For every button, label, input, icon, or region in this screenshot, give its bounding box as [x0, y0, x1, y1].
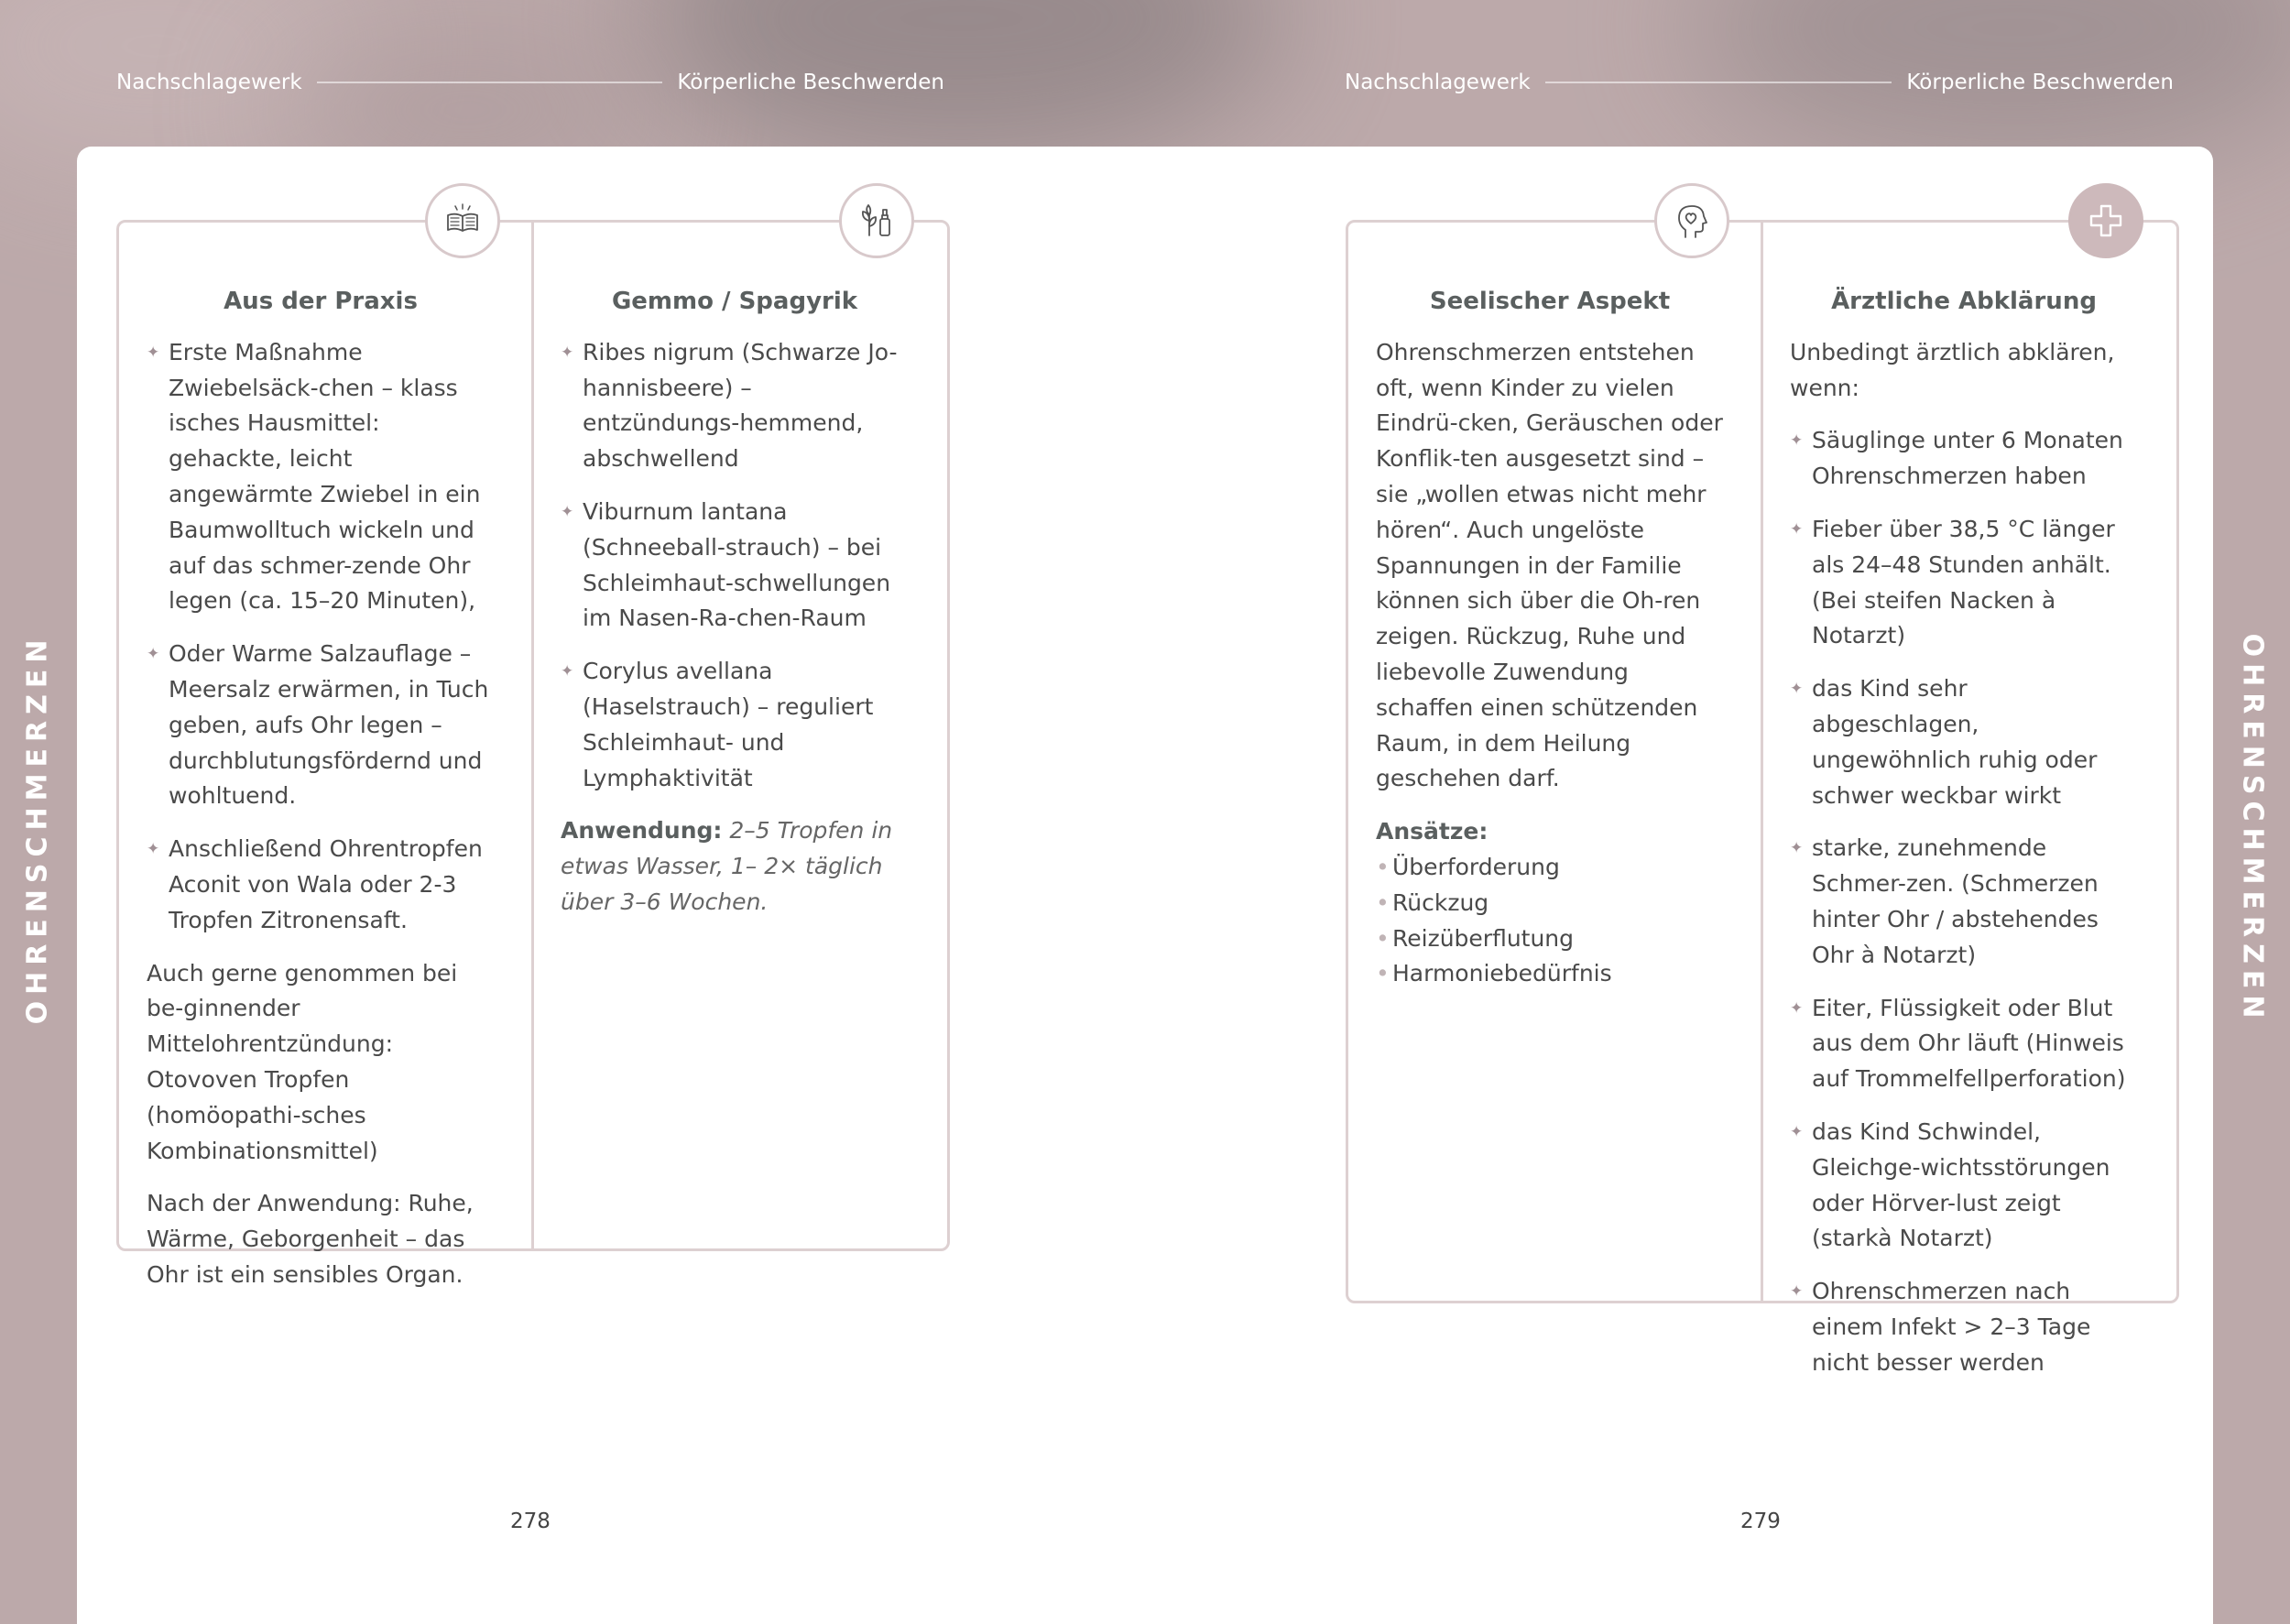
paragraph: Nach der Anwendung: Ruhe, Wärme, Geborgenheit – das Ohr ist ein sensibles Organ.	[147, 1190, 474, 1288]
aerztlich-column	[1790, 284, 2138, 1399]
chapter-tab-left: OHRENSCHMERZEN	[21, 633, 54, 1025]
list-item: ✦ Anschließend Ohrentropfen Aconit von Wala oder 2-3 Tropfen Zitronensaft.	[147, 832, 495, 938]
paragraph: Unbedingt ärztlich abklären, wenn:	[1790, 338, 2115, 401]
paragraph: Auch gerne genommen bei be-ginnender Mittelohrentzündung: Otovoven Tropfen (homöopathi-sches Kombinationsmittel)	[147, 959, 458, 1164]
list-item: ✦ Ohrenschmerzen nach einem Infekt > 2–3 Tage nicht besser werden	[1790, 1274, 2138, 1380]
gemmo-column	[561, 284, 909, 938]
running-header-right	[1345, 64, 2174, 101]
approaches-label: Ansätze:	[1376, 818, 1488, 845]
praxis-column	[147, 284, 495, 1311]
chapter-tab-right: OHRENSCHMERZEN	[2236, 633, 2269, 1025]
list-item: ✦ starke, zunehmende Schmer-zen. (Schmerzen hinter Ohr / abstehendes Ohr à Notarzt)	[1790, 831, 2138, 973]
approach-item: • Rückzug	[1376, 886, 1724, 921]
column-title: Seelischer Aspekt	[1429, 288, 1671, 315]
approach-item: • Reizüberflutung	[1376, 921, 1724, 957]
list-item: ✦ das Kind Schwindel, Gleichge-wichtsstörungen oder Hörver-lust zeigt (starkà Notarzt)	[1790, 1115, 2138, 1257]
column-divider	[531, 223, 534, 1248]
list-item: ✦ Eiter, Flüssigkeit oder Blut aus dem Ohr läuft (Hinweis auf Trommelfellperforation)	[1790, 991, 2138, 1097]
seelisch-column	[1376, 284, 1724, 992]
usage-text: 2–5 Tropfen in etwas Wasser, 1– 2× täglich über 3–6 Wochen.	[561, 817, 893, 915]
medical-cross-icon	[2068, 183, 2143, 258]
usage-label: Anwendung:	[561, 817, 723, 845]
header-rule	[1545, 82, 1892, 83]
approach-item: • Harmoniebedürfnis	[1376, 956, 1724, 992]
page-number-right: 279	[1740, 1510, 1781, 1533]
column-title: Gemmo / Spagyrik	[611, 288, 858, 315]
approach-item: • Überforderung	[1376, 850, 1724, 886]
page-number-left: 278	[510, 1510, 551, 1533]
info-table-left	[116, 220, 950, 1288]
column-title: Aus der Praxis	[224, 288, 418, 315]
header-book-title: Nachschlagewerk	[116, 71, 302, 94]
list-item: ✦ Oder Warme Salzauflage – Meersalz erwärmen, in Tuch geben, aufs Ohr legen – durchblutungsfördernd und wohltuend.	[147, 637, 495, 814]
usage-note	[561, 813, 909, 920]
header-section: Körperliche Beschwerden	[1906, 71, 2174, 94]
column-divider	[1761, 223, 1763, 1301]
list-item: ✦ Fieber über 38,5 °C länger als 24–48 Stunden anhält. (Bei steifen Nacken à Notarzt)	[1790, 512, 2138, 654]
header-section: Körperliche Beschwerden	[677, 71, 944, 94]
header-book-title: Nachschlagewerk	[1345, 71, 1531, 94]
head-heart-icon	[1654, 183, 1729, 258]
list-item: ✦ Ribes nigrum (Schwarze Jo-hannisbeere) – entzündungs-hemmend, abschwellend	[561, 335, 909, 477]
list-item: ✦ Viburnum lantana (Schneeball-strauch) – bei Schleimhaut-schwellungen im Nasen-Ra-chen-Raum	[561, 495, 909, 637]
open-book-icon	[425, 183, 500, 258]
plant-bottle-icon	[839, 183, 914, 258]
info-table-right	[1346, 220, 2179, 1376]
column-title: Ärztliche Abklärung	[1831, 288, 2097, 315]
list-item: ✦ Säuglinge unter 6 Monaten Ohrenschmerzen haben	[1790, 423, 2138, 495]
list-item: ✦ Erste Maßnahme Zwiebelsäck-chen – klass isches Hausmittel: gehackte, leicht angewärmte Zwiebel in ein Baumwolltuch wickeln und auf das schmer-zende Ohr legen (ca. 15–20 Minuten),	[147, 335, 495, 619]
list-item: ✦ Corylus avellana (Haselstrauch) – reguliert Schleimhaut- und Lymphaktivität	[561, 654, 909, 796]
running-header-left	[116, 64, 944, 101]
list-item: ✦ das Kind sehr abgeschlagen, ungewöhnlich ruhig oder schwer weckbar wirkt	[1790, 671, 2138, 813]
header-rule	[317, 82, 663, 83]
paragraph: Ohrenschmerzen entstehen oft, wenn Kinder zu vielen Eindrü-cken, Geräuschen oder Konflik-ten ausgesetzt sind – sie „wollen etwas nicht mehr hören“. Auch ungelöste Spannungen in der Familie können sich über die Oh-ren zeigen. Rückzug, Ruhe und liebevolle Zuwendung schaffen einen schützenden Raum, in dem Heilung geschehen darf.	[1376, 338, 1723, 792]
